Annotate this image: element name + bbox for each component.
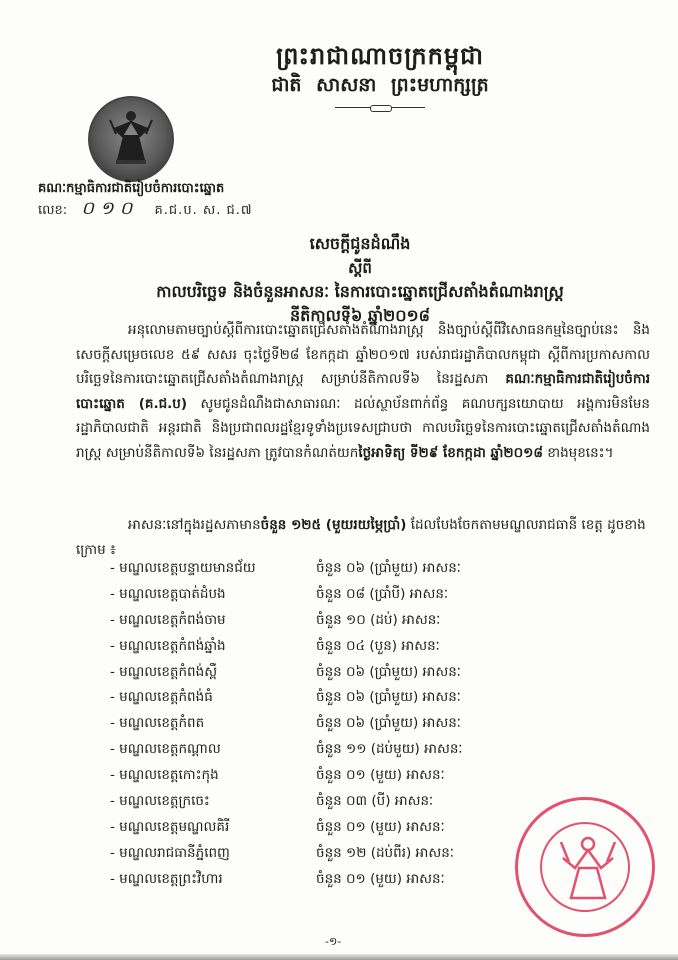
constituency-name: - មណ្ឌលខេត្តក្រចេះ [110,792,210,809]
list-item [110,608,530,634]
para1-text-a: អនុលោមតាមច្បាប់ស្ដីពីការបោះឆ្នោតជ្រើសតាំងតំណាងរាស្ដ្រ និងច្បាប់ស្ដីពីវិសោធនកម្មនៃច្បាប់នេះ និងសេចក្ដីសម្រេចលេខ ៥៩ សសរ ចុះថ្ងៃទី២៨ ខែកក្កដា ឆ្នាំ២០១៧ របស់រាជរដ្ឋាភិបាលកម្ពុជា ស្ដីពីការប្រកាសកាលបរិច្ឆេទនៃការបោះឆ្នោតជ្រើសតាំងតំណាងរាស្ដ្រ សម្រាប់នីតិកាលទី៦ នៃរដ្ឋសភា [76,322,650,388]
ref-code: គ.ជ.ប. ស. ជ.៧ [154,203,253,218]
seal-deity-icon [553,828,623,908]
title-line-2: ស្ដីពី [348,259,372,277]
list-item [110,763,530,789]
constituency-name: - មណ្ឌលខេត្តកំពង់ធំ [110,689,213,706]
kingdom-title: ព្រះរាជាណាចក្រកម្ពុជា [276,42,484,70]
page-number: -១- [325,935,342,948]
seat-count: ចំនួន ០៦ (ប្រាំមួយ) អាសនៈ [316,663,461,680]
ornament-divider [335,104,425,112]
constituency-name: - មណ្ឌលខេត្តកំពង់ចាម [110,611,226,628]
seat-count: ចំនួន ១១ (ដប់មួយ) អាសនៈ [316,741,463,758]
title-line-3: កាលបរិច្ឆេទ និងចំនួនអាសនៈ នៃការបោះឆ្នោតជ្រើសតាំងតំណាងរាស្ដ្រ [156,282,564,301]
seat-count: ចំនួន ០៨ (ប្រាំបី) អាសនៈ [316,585,449,602]
reference-line [38,196,253,223]
seat-count: ចំនួន ០១ (មួយ) អាសនៈ [316,870,445,887]
para1-text-b: សូមជូនដំណឹងជាសាធារណៈ ដល់ស្ថាប័នពាក់ព័ន្ធ គណបក្សនយោបាយ អង្គការមិនមែនរដ្ឋាភិបាលជាតិ អន្តរជាតិ និងប្រជាពលរដ្ឋខ្មែរទូទាំងប្រទេសជ្រាបថា កាលបរិច្ឆេទនៃការបោះឆ្នោតជ្រើសតាំងតំណាងរាស្ដ្រ សម្រាប់នីតិកាលទី៦ នៃរដ្ឋសភា ត្រូវបានកំណត់យក [76,395,650,461]
title-line-4: នីតិកាលទី៦ ឆ្នាំ២០១៨ [290,306,430,325]
seat-count: ចំនួន ០៦ (ប្រាំមួយ) អាសនៈ [316,715,461,732]
committee-name: គណៈកម្មាធិការជាតិរៀបចំការបោះឆ្នោត [38,181,225,196]
list-item [110,815,530,841]
constituency-name: - មណ្ឌលខេត្តមណ្ឌលគិរី [110,818,230,835]
list-item [110,841,530,867]
constituency-list [110,556,530,893]
seat-count: ចំនួន ០៦ (ប្រាំមួយ) អាសនៈ [316,559,461,576]
deity-figure-icon [104,106,158,168]
ref-number: ០១០ [81,198,139,219]
seat-count: ចំនួន ១២ (ដប់ពីរ) អាសនៈ [316,844,454,861]
list-item [110,867,530,893]
list-item [110,737,530,763]
para2-text-a: អាសនៈនៅក្នុងរដ្ឋសភាមាន [128,517,261,533]
list-item [110,711,530,737]
scan-bottom-edge [0,954,678,960]
list-item [110,685,530,711]
seat-count: ចំនួន ០៦ (ប្រាំមួយ) អាសនៈ [316,689,461,706]
seat-total-bold: ចំនួន ១២៥ (មួយរយម្ភៃប្រាំ) [260,517,407,533]
constituency-name: - មណ្ឌលខេត្តព្រះវិហារ [110,870,223,887]
seat-count: ចំនួន ១០ (ដប់) អាសនៈ [316,611,441,628]
ref-label: លេខ: [38,203,68,218]
election-date-bold: ថ្ងៃអាទិត្យ ទី២៩ ខែកក្កដា ឆ្នាំ២០១៨ [358,444,543,461]
title-line-1: សេចក្ដីជូនដំណឹង [309,234,411,253]
official-red-seal [515,797,655,937]
list-item [110,582,530,608]
para1-committee-bold: គណៈកម្មាធិការជាតិរៀបចំការបោះឆ្នោត (គ.ជ.ប) [76,371,650,412]
constituency-name: - មណ្ឌលរាជធានីភ្នំពេញ [110,844,230,861]
nec-emblem-logo [88,96,174,182]
constituency-name: - មណ្ឌលខេត្តបាត់ដំបង [110,585,226,602]
national-motto: ជាតិ សាសនា ព្រះមហាក្សត្រ [271,74,489,96]
constituency-name: - មណ្ឌលខេត្តកោះកុង [110,767,219,784]
notice-title [80,232,640,328]
notice-body-paragraph-2 [76,513,650,562]
constituency-name: - មណ្ឌលខេត្តកំពង់ឆ្នាំង [110,637,226,654]
list-item [110,634,530,660]
list-item [110,660,530,686]
kingdom-header [250,40,510,112]
constituency-name: - មណ្ឌលខេត្តកណ្ដាល [110,741,221,758]
list-item [110,556,530,582]
para1-text-c: ខាងមុខនេះ។ [542,444,614,461]
notice-body-paragraph-1 [76,318,650,466]
constituency-name: - មណ្ឌលខេត្តកំពង់ស្ពឺ [110,663,218,680]
seat-count: ចំនួន ០១ (មួយ) អាសនៈ [316,767,445,784]
para2-text-b: ដែលបែងចែកតាមមណ្ឌលរាជធានី ខេត្ត ដូចខាងក្រោម ៖ [76,517,646,558]
seat-count: ចំនួន ០៣ (បី) អាសនៈ [316,792,434,809]
constituency-name: - មណ្ឌលខេត្តកំពត [110,715,205,732]
seat-count: ចំនួន ០៤ (បួន) អាសនៈ [316,637,440,654]
seat-count: ចំនួន ០១ (មួយ) អាសនៈ [316,818,445,835]
constituency-name: - មណ្ឌលខេត្តបន្ទាយមានជ័យ [110,559,256,576]
list-item [110,789,530,815]
